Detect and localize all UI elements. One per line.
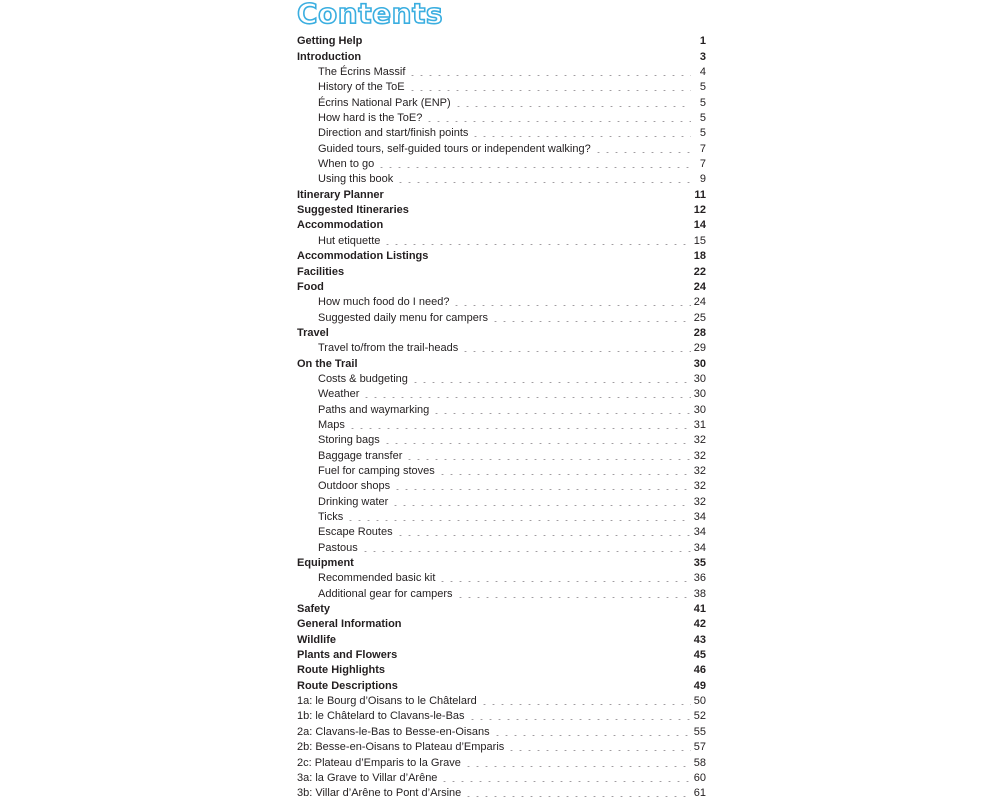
toc-entry-label: History of the ToE [297, 81, 408, 94]
toc-entry[interactable] [297, 48, 706, 63]
toc-entry[interactable] [297, 570, 706, 585]
toc-entry-page-number: 5 [691, 112, 706, 125]
toc-entry[interactable] [297, 140, 706, 155]
toc-entry[interactable] [297, 447, 706, 462]
toc-entry[interactable] [297, 202, 706, 217]
dot-leader [438, 474, 691, 475]
toc-entry-label: 2c: Plateau d’Emparis to la Grave [297, 757, 464, 770]
dot-leader [405, 459, 690, 460]
toc-entry-label: Plants and Flowers [297, 649, 400, 662]
toc-entry-page-number: 7 [691, 158, 706, 171]
toc-entry[interactable] [297, 723, 706, 738]
dot-leader [411, 382, 691, 383]
dot-leader [464, 766, 691, 767]
toc-entry-page-number: 29 [691, 342, 706, 355]
toc-entry-page-number: 15 [691, 235, 706, 248]
dot-leader [452, 305, 690, 306]
toc-entry-label: Getting Help [297, 35, 365, 48]
toc-entry[interactable] [297, 279, 706, 294]
toc-entry-label: Hut etiquette [297, 235, 383, 248]
toc-entry-page-number: 60 [691, 772, 706, 785]
toc-entry[interactable] [297, 555, 706, 570]
dot-leader [480, 704, 691, 705]
toc-entry-page-number: 34 [691, 511, 706, 524]
toc-entry-label: 3b: Villar d’Arêne to Pont d’Arsine [297, 787, 464, 800]
dot-leader [408, 90, 691, 91]
toc-entry-label: 1a: le Bourg d’Oisans to le Châtelard [297, 695, 480, 708]
toc-entry-label: Route Descriptions [297, 680, 401, 693]
toc-entry[interactable] [297, 677, 706, 692]
dot-leader [393, 489, 691, 490]
toc-entry-page-number: 25 [691, 312, 706, 325]
toc-entry[interactable] [297, 156, 706, 171]
dot-leader [362, 397, 690, 398]
dot-leader [491, 321, 691, 322]
dot-leader [396, 535, 691, 536]
toc-entry-page-number: 49 [691, 680, 706, 693]
toc-entry-label: Paths and waymarking [297, 404, 432, 417]
toc-entry-page-number: 4 [691, 66, 706, 79]
toc-entry[interactable] [297, 33, 706, 48]
toc-entry-label: Suggested Itineraries [297, 204, 412, 217]
toc-entry[interactable] [297, 171, 706, 186]
toc-entry[interactable] [297, 601, 706, 616]
dot-leader [461, 351, 691, 352]
toc-entry-page-number: 42 [691, 618, 706, 631]
toc-entry-label: Weather [297, 388, 362, 401]
toc-entry-label: Facilities [297, 266, 347, 279]
toc-entry[interactable] [297, 401, 706, 416]
toc-entry-label: Suggested daily menu for campers [297, 312, 491, 325]
toc-entry-page-number: 28 [691, 327, 706, 340]
toc-entry-label: General Information [297, 618, 405, 631]
toc-entry-label: How hard is the ToE? [297, 112, 425, 125]
toc-entry-page-number: 11 [691, 189, 706, 202]
toc-entry-page-number: 30 [691, 388, 706, 401]
toc-entry[interactable] [297, 647, 706, 662]
toc-entry-page-number: 5 [691, 127, 706, 140]
toc-entry[interactable] [297, 64, 706, 79]
toc-entry-label: Additional gear for campers [297, 588, 456, 601]
toc-entry-label: Guided tours, self-guided tours or independent walking? [297, 143, 594, 156]
dot-leader [464, 796, 690, 797]
toc-entry-label: Itinerary Planner [297, 189, 387, 202]
toc-entry-label: Costs & budgeting [297, 373, 411, 386]
toc-entry-page-number: 32 [691, 465, 706, 478]
toc-entry-label: Wildlife [297, 634, 339, 647]
toc-entry-page-number: 57 [691, 741, 706, 754]
dot-leader [361, 551, 691, 552]
toc-entry[interactable] [297, 386, 706, 401]
toc-entry[interactable] [297, 248, 706, 263]
toc-entry-page-number: 30 [691, 358, 706, 371]
toc-entry[interactable] [297, 631, 706, 646]
toc-entry[interactable] [297, 708, 706, 723]
toc-entry-page-number: 36 [691, 572, 706, 585]
toc-entry-label: Baggage transfer [297, 450, 405, 463]
page-title: Contents [297, 0, 444, 30]
dot-leader [377, 167, 691, 168]
toc-entry[interactable] [297, 355, 706, 370]
toc-entry-page-number: 5 [691, 97, 706, 110]
toc-entry[interactable] [297, 493, 706, 508]
dot-leader [440, 781, 690, 782]
toc-entry[interactable] [297, 340, 706, 355]
toc-entry-page-number: 1 [691, 35, 706, 48]
toc-entry-label: 2a: Clavans-le-Bas to Besse-en-Oisans [297, 726, 493, 739]
dot-leader [456, 597, 691, 598]
toc-entry-label: Fuel for camping stoves [297, 465, 438, 478]
toc-entry-label: Drinking water [297, 496, 391, 509]
toc-entry[interactable] [297, 463, 706, 478]
toc-entry[interactable] [297, 232, 706, 247]
toc-entry-label: Travel [297, 327, 332, 340]
toc-entry-page-number: 30 [691, 373, 706, 386]
dot-leader [438, 581, 690, 582]
dot-leader [396, 182, 691, 183]
dot-leader [383, 244, 690, 245]
dot-leader [383, 443, 691, 444]
toc-entry-label: Accommodation Listings [297, 250, 431, 263]
toc-entry-page-number: 38 [691, 588, 706, 601]
toc-entry-label: Introduction [297, 51, 364, 64]
toc-entry-page-number: 34 [691, 526, 706, 539]
toc-entry-page-number: 43 [691, 634, 706, 647]
toc-entry[interactable] [297, 693, 706, 708]
toc-entry-label: Using this book [297, 173, 396, 186]
dot-leader [454, 106, 691, 107]
dot-leader [507, 750, 690, 751]
dot-leader [471, 136, 691, 137]
toc-entry-page-number: 55 [691, 726, 706, 739]
toc-entry-page-number: 58 [691, 757, 706, 770]
toc-entry-page-number: 46 [691, 664, 706, 677]
toc-entry-label: Storing bags [297, 434, 383, 447]
toc-entry-label: Outdoor shops [297, 480, 393, 493]
toc-entry[interactable] [297, 432, 706, 447]
dot-leader [594, 152, 691, 153]
dot-leader [346, 520, 690, 521]
toc-entry-page-number: 32 [691, 450, 706, 463]
toc-entry-label: How much food do I need? [297, 296, 452, 309]
toc-entry-label: Accommodation [297, 219, 386, 232]
table-of-contents [297, 33, 706, 800]
toc-entry[interactable] [297, 309, 706, 324]
toc-entry-label: 2b: Besse-en-Oisans to Plateau d’Emparis [297, 741, 507, 754]
dot-leader [432, 413, 690, 414]
toc-entry-page-number: 52 [691, 710, 706, 723]
toc-entry-page-number: 35 [691, 557, 706, 570]
toc-entry-label: Route Highlights [297, 664, 388, 677]
toc-entry-label: Maps [297, 419, 348, 432]
dot-leader [348, 428, 691, 429]
dot-leader [391, 505, 690, 506]
toc-entry-label: Écrins National Park (ENP) [297, 97, 454, 110]
toc-entry-page-number: 31 [691, 419, 706, 432]
toc-entry-label: Escape Routes [297, 526, 396, 539]
dot-leader [408, 75, 691, 76]
toc-entry[interactable] [297, 94, 706, 109]
toc-entry[interactable] [297, 325, 706, 340]
toc-entry[interactable] [297, 754, 706, 769]
toc-entry-label: Recommended basic kit [297, 572, 438, 585]
toc-entry[interactable] [297, 294, 706, 309]
toc-entry-label: Travel to/from the trail-heads [297, 342, 461, 355]
toc-entry-page-number: 22 [691, 266, 706, 279]
toc-entry[interactable] [297, 616, 706, 631]
toc-entry-page-number: 9 [691, 173, 706, 186]
toc-entry-page-number: 32 [691, 496, 706, 509]
toc-entry[interactable] [297, 371, 706, 386]
toc-entry[interactable] [297, 539, 706, 554]
toc-entry[interactable] [297, 186, 706, 201]
toc-entry[interactable] [297, 478, 706, 493]
toc-entry[interactable] [297, 217, 706, 232]
toc-entry-page-number: 24 [691, 281, 706, 294]
toc-entry[interactable] [297, 417, 706, 432]
toc-entry[interactable] [297, 585, 706, 600]
toc-entry-page-number: 14 [691, 219, 706, 232]
toc-entry[interactable] [297, 785, 706, 800]
toc-entry-label: Safety [297, 603, 333, 616]
toc-entry-label: When to go [297, 158, 377, 171]
toc-entry-label: Food [297, 281, 327, 294]
toc-entry-page-number: 7 [691, 143, 706, 156]
toc-entry[interactable] [297, 524, 706, 539]
toc-entry-label: On the Trail [297, 358, 361, 371]
toc-entry-page-number: 24 [691, 296, 706, 309]
toc-entry[interactable] [297, 79, 706, 94]
toc-entry[interactable] [297, 770, 706, 785]
toc-entry-label: Direction and start/finish points [297, 127, 471, 140]
toc-entry-label: Equipment [297, 557, 357, 570]
toc-entry-page-number: 61 [691, 787, 706, 800]
toc-entry-page-number: 45 [691, 649, 706, 662]
toc-entry-label: 3a: la Grave to Villar d’Arêne [297, 772, 440, 785]
toc-entry-page-number: 32 [691, 480, 706, 493]
toc-entry-label: Pastous [297, 542, 361, 555]
toc-entry-label: The Écrins Massif [297, 66, 408, 79]
toc-entry-label: 1b: le Châtelard to Clavans-le-Bas [297, 710, 468, 723]
toc-entry[interactable] [297, 739, 706, 754]
toc-entry-page-number: 18 [691, 250, 706, 263]
toc-entry-page-number: 50 [691, 695, 706, 708]
toc-entry[interactable] [297, 125, 706, 140]
toc-entry-page-number: 3 [691, 51, 706, 64]
toc-entry[interactable] [297, 509, 706, 524]
toc-entry-label: Ticks [297, 511, 346, 524]
toc-entry-page-number: 41 [691, 603, 706, 616]
dot-leader [468, 719, 691, 720]
toc-entry[interactable] [297, 263, 706, 278]
toc-entry-page-number: 30 [691, 404, 706, 417]
dot-leader [425, 121, 691, 122]
contents-page [297, 0, 706, 800]
toc-entry-page-number: 32 [691, 434, 706, 447]
toc-entry-page-number: 12 [691, 204, 706, 217]
toc-entry-page-number: 5 [691, 81, 706, 94]
toc-entry-page-number: 34 [691, 542, 706, 555]
toc-entry[interactable] [297, 662, 706, 677]
dot-leader [493, 735, 691, 736]
toc-entry[interactable] [297, 110, 706, 125]
